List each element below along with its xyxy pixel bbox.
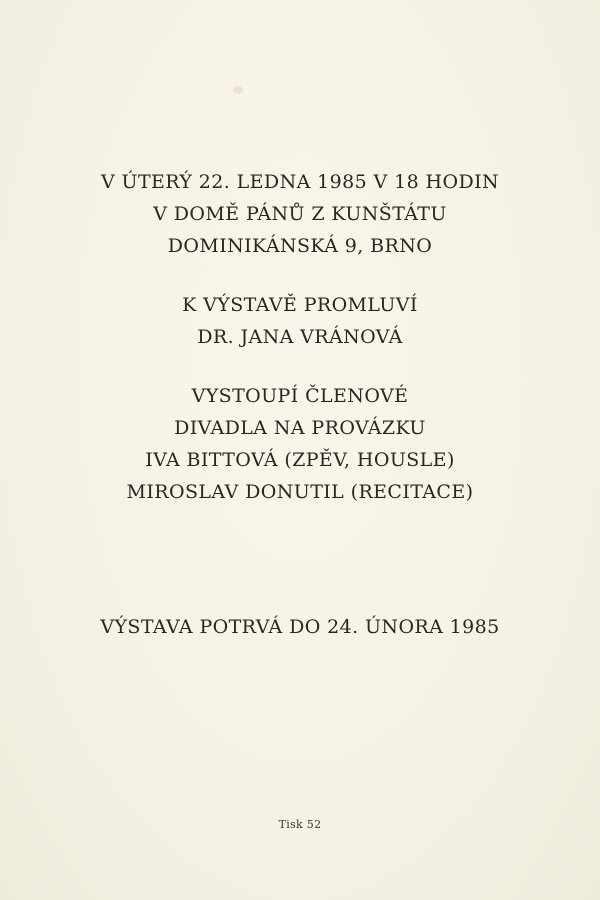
event-address-line: DOMINIKÁNSKÁ 9, BRNO: [167, 235, 433, 257]
performer-line: MIROSLAV DONUTIL (RECITACE): [126, 481, 474, 503]
event-venue-line: V DOMĚ PÁNŮ Z KUNŠTÁTU: [153, 203, 447, 225]
event-date-line: V ÚTERÝ 22. LEDNA 1985 V 18 HODIN: [100, 171, 500, 193]
speaker-name-line: DR. JANA VRÁNOVÁ: [197, 326, 403, 348]
event-date-location: [0, 166, 600, 262]
performers-section: [0, 380, 600, 508]
theatre-name-line: DIVADLA NA PROVÁZKU: [174, 417, 426, 439]
print-note-text: Tisk 52: [278, 818, 322, 831]
speaker-section: [0, 289, 600, 353]
duration-line: VÝSTAVA POTRVÁ DO 24. ÚNORA 1985: [100, 616, 500, 638]
performer-line: IVA BITTOVÁ (ZPĚV, HOUSLE): [145, 449, 455, 471]
speaker-intro-line: K VÝSTAVĚ PROMLUVÍ: [182, 294, 418, 316]
paper-speck: [233, 86, 243, 94]
performers-intro-line: VYSTOUPÍ ČLENOVÉ: [191, 385, 409, 407]
print-note: [0, 816, 600, 834]
exhibition-duration: [0, 611, 600, 643]
